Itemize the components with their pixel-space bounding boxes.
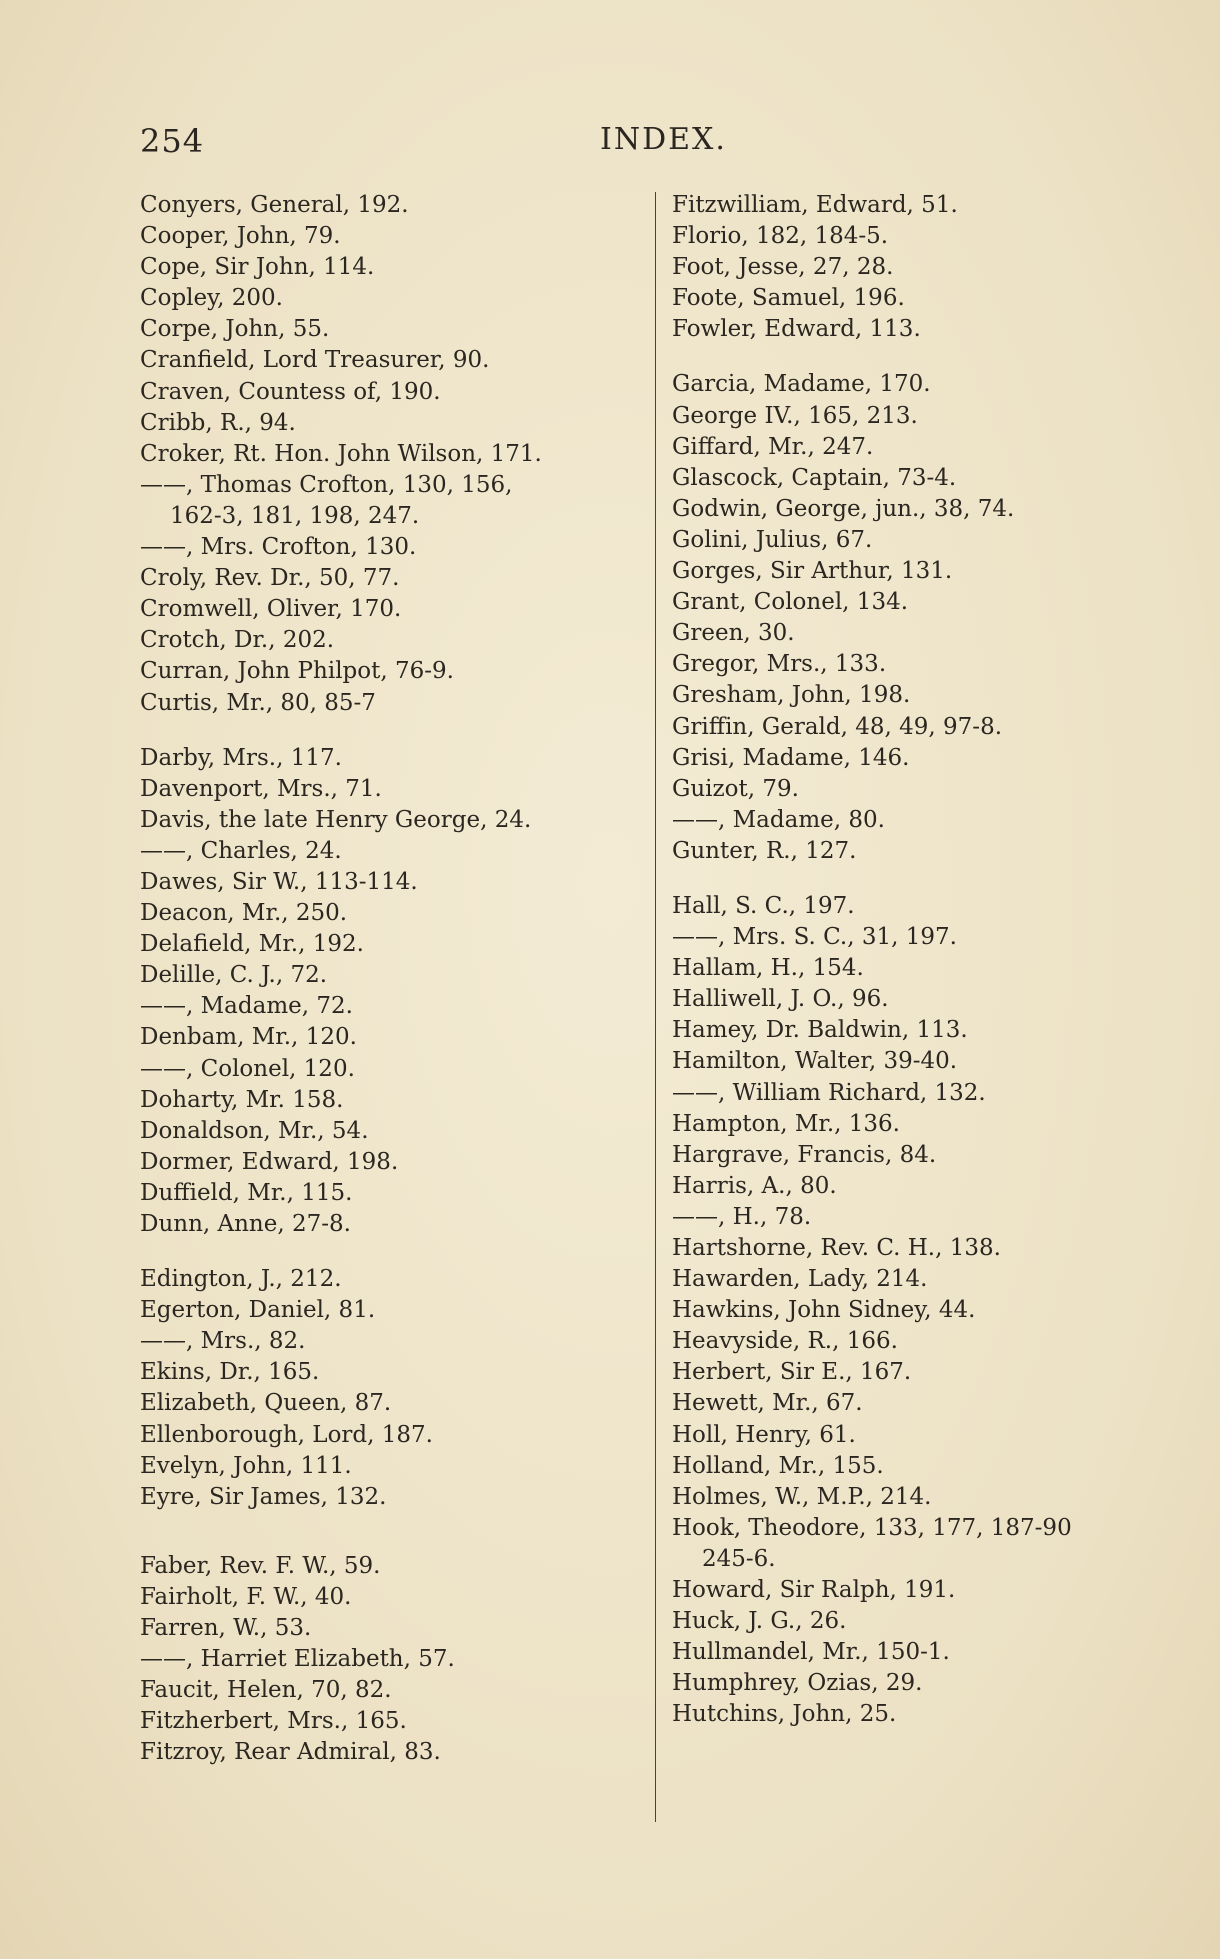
index-entry: Glascock, Captain, 73-4. bbox=[672, 464, 957, 491]
index-entry: ——, Harriet Elizabeth, 57. bbox=[140, 1646, 455, 1673]
index-entry: Fairholt, F. W., 40. bbox=[140, 1583, 352, 1610]
index-entry: Harris, A., 80. bbox=[672, 1172, 837, 1199]
index-entry: Humphrey, Ozias, 29. bbox=[672, 1670, 923, 1697]
index-entry: Hall, S. C., 197. bbox=[672, 892, 855, 919]
index-entry: Duffield, Mr., 115. bbox=[140, 1179, 353, 1206]
index-entry: Copley, 200. bbox=[140, 285, 283, 312]
index-entry: Hargrave, Francis, 84. bbox=[672, 1141, 937, 1168]
index-entry: Dawes, Sir W., 113-114. bbox=[140, 868, 418, 895]
index-entry: Holl, Henry, 61. bbox=[672, 1421, 856, 1448]
index-entry: Halliwell, J. O., 96. bbox=[672, 986, 889, 1013]
index-entry: Eyre, Sir James, 132. bbox=[140, 1483, 387, 1510]
index-entry: Howard, Sir Ralph, 191. bbox=[672, 1577, 956, 1604]
index-entry: ——, H., 78. bbox=[672, 1203, 812, 1230]
index-entry: Deacon, Mr., 250. bbox=[140, 900, 348, 927]
index-entry: Edington, J., 212. bbox=[140, 1266, 342, 1293]
index-entry: Crotch, Dr., 202. bbox=[140, 627, 335, 654]
index-entry: Fitzroy, Rear Admiral, 83. bbox=[140, 1739, 441, 1766]
index-entry: Hewett, Mr., 67. bbox=[672, 1390, 863, 1417]
index-entry: ——, Mrs. Crofton, 130. bbox=[140, 534, 417, 561]
index-entry: Hamilton, Walter, 39-40. bbox=[672, 1048, 958, 1075]
index-entry: Fitzwilliam, Edward, 51. bbox=[672, 192, 958, 218]
index-entry: Croly, Rev. Dr., 50, 77. bbox=[140, 565, 400, 592]
index-entry: Gregor, Mrs., 133. bbox=[672, 651, 887, 678]
page-number: 254 bbox=[140, 122, 205, 160]
index-entry: Craven, Countess of, 190. bbox=[140, 378, 441, 405]
index-entry: Ellenborough, Lord, 187. bbox=[140, 1421, 433, 1448]
index-entry: Faucit, Helen, 70, 82. bbox=[140, 1677, 392, 1704]
index-entry: Dormer, Edward, 198. bbox=[140, 1148, 399, 1175]
index-entry: Hallam, H., 154. bbox=[672, 955, 864, 982]
index-entry: Darby, Mrs., 117. bbox=[140, 744, 342, 771]
index-entry: Herbert, Sir E., 167. bbox=[672, 1359, 912, 1386]
index-entry: Dunn, Anne, 27-8. bbox=[140, 1211, 351, 1237]
index-entry: Gorges, Sir Arthur, 131. bbox=[672, 558, 953, 585]
index-entry: Evelyn, John, 111. bbox=[140, 1452, 352, 1479]
index-entry: Huck, J. G., 26. bbox=[672, 1608, 847, 1635]
index-entry: Hamey, Dr. Baldwin, 113. bbox=[672, 1017, 968, 1044]
index-entry: Cromwell, Oliver, 170. bbox=[140, 596, 402, 623]
index-entry: Hawkins, John Sidney, 44. bbox=[672, 1297, 976, 1324]
index-entry: Holland, Mr., 155. bbox=[672, 1452, 884, 1479]
index-entry: Green, 30. bbox=[672, 620, 795, 647]
index-entry: Delille, C. J., 72. bbox=[140, 962, 328, 989]
index-entry: Corpe, John, 55. bbox=[140, 316, 330, 343]
index-entry: Davenport, Mrs., 71. bbox=[140, 775, 382, 802]
running-title: INDEX. bbox=[600, 122, 727, 157]
index-entry: George IV., 165, 213. bbox=[672, 402, 918, 429]
index-entry: Delafield, Mr., 192. bbox=[140, 931, 364, 958]
index-entry: Godwin, George, jun., 38, 74. bbox=[672, 495, 1015, 522]
index-entry: Fowler, Edward, 113. bbox=[672, 316, 921, 343]
index-entry: Giffard, Mr., 247. bbox=[672, 433, 874, 460]
index-entry: Guizot, 79. bbox=[672, 775, 799, 802]
index-entry: Hawarden, Lady, 214. bbox=[672, 1266, 928, 1293]
index-entry: ——, Madame, 72. bbox=[140, 993, 353, 1020]
index-entry: Ekins, Dr., 165. bbox=[140, 1359, 320, 1386]
index-entry: Donaldson, Mr., 54. bbox=[140, 1117, 369, 1144]
index-entry: Cribb, R., 94. bbox=[140, 409, 296, 436]
index-entry: Doharty, Mr. 158. bbox=[140, 1086, 344, 1113]
index-entry: Hutchins, John, 25. bbox=[672, 1701, 897, 1728]
index-entry-continuation: 162-3, 181, 198, 247. bbox=[170, 502, 420, 529]
index-entry: Cranfield, Lord Treasurer, 90. bbox=[140, 347, 490, 374]
index-entry: Davis, the late Henry George, 24. bbox=[140, 806, 532, 833]
index-entry-continuation: 245-6. bbox=[702, 1545, 776, 1572]
index-column-left bbox=[140, 190, 640, 1769]
index-entry: Hampton, Mr., 136. bbox=[672, 1110, 900, 1137]
index-entry: Grisi, Madame, 146. bbox=[672, 744, 910, 771]
index-entry: ——, William Richard, 132. bbox=[672, 1079, 986, 1106]
index-entry: Fitzherbert, Mrs., 165. bbox=[140, 1708, 407, 1735]
index-entry: Conyers, General, 192. bbox=[140, 192, 409, 218]
index-entry: Elizabeth, Queen, 87. bbox=[140, 1390, 392, 1417]
index-entry: Cooper, John, 79. bbox=[140, 223, 341, 250]
index-entry: Hook, Theodore, 133, 177, 187-90 bbox=[672, 1514, 1072, 1541]
index-entry: ——, Thomas Crofton, 130, 156, bbox=[140, 471, 513, 498]
index-entry: Hartshorne, Rev. C. H., 138. bbox=[672, 1235, 1001, 1261]
index-entry: Curtis, Mr., 80, 85-7 bbox=[140, 689, 376, 716]
index-entry: Curran, John Philpot, 76-9. bbox=[140, 658, 454, 685]
index-entry: Croker, Rt. Hon. John Wilson, 171. bbox=[140, 440, 542, 467]
index-entry: Golini, Julius, 67. bbox=[672, 526, 873, 553]
index-entry: Denbam, Mr., 120. bbox=[140, 1024, 357, 1051]
index-entry: ——, Mrs., 82. bbox=[140, 1328, 306, 1355]
index-entry: ——, Colonel, 120. bbox=[140, 1055, 355, 1082]
index-entry: Cope, Sir John, 114. bbox=[140, 254, 375, 281]
index-entry: Holmes, W., M.P., 214. bbox=[672, 1483, 932, 1510]
index-entry: Florio, 182, 184-5. bbox=[672, 223, 889, 250]
index-entry: Gresham, John, 198. bbox=[672, 682, 911, 709]
index-entry: Heavyside, R., 166. bbox=[672, 1328, 898, 1355]
index-entry: ——, Charles, 24. bbox=[140, 837, 342, 864]
index-entry: ——, Madame, 80. bbox=[672, 806, 885, 833]
index-entry: Foote, Samuel, 196. bbox=[672, 285, 905, 312]
index-entry: Farren, W., 53. bbox=[140, 1615, 312, 1642]
index-entry: Hullmandel, Mr., 150-1. bbox=[672, 1639, 950, 1666]
column-divider bbox=[655, 192, 656, 1822]
index-entry: Foot, Jesse, 27, 28. bbox=[672, 254, 894, 281]
index-entry: Griffin, Gerald, 48, 49, 97-8. bbox=[672, 713, 1003, 740]
index-entry: Egerton, Daniel, 81. bbox=[140, 1297, 376, 1324]
page-header bbox=[140, 122, 1100, 172]
index-entry: Grant, Colonel, 134. bbox=[672, 589, 909, 616]
index-column-right bbox=[672, 190, 1182, 1731]
index-entry: Garcia, Madame, 170. bbox=[672, 371, 931, 398]
index-entry: ——, Mrs. S. C., 31, 197. bbox=[672, 924, 957, 951]
index-entry: Faber, Rev. F. W., 59. bbox=[140, 1552, 381, 1579]
index-entry: Gunter, R., 127. bbox=[672, 837, 857, 864]
